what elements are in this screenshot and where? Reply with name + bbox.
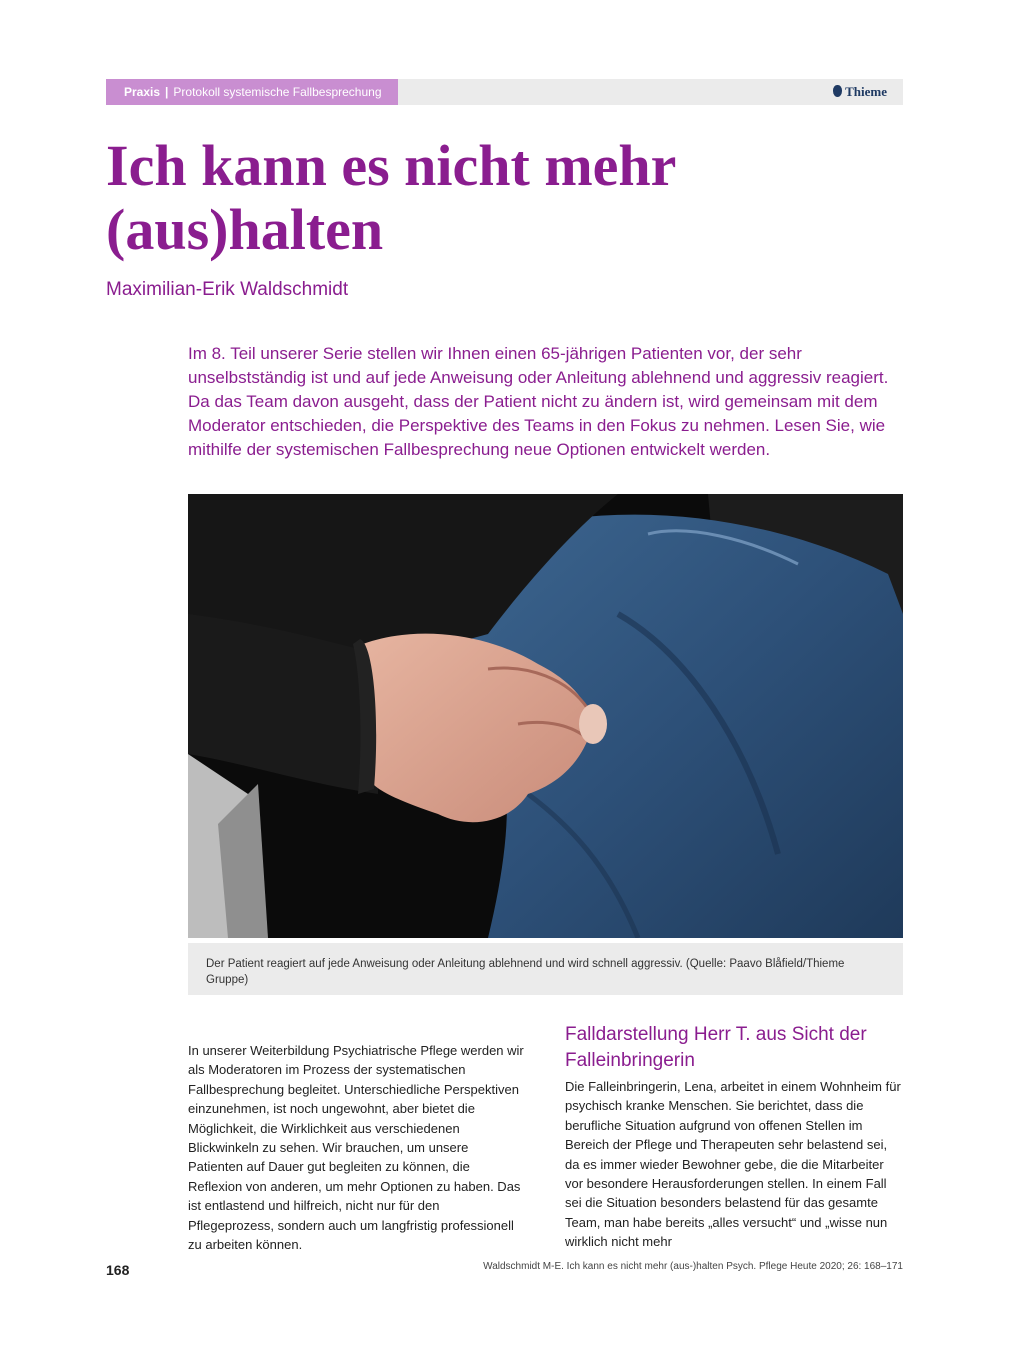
body-text-left-column: In unserer Weiterbildung Psychiatrische Pflege werden wir als Moderatoren im Prozess der systematischen Fallbesprechung begleitet. Unterschiedliche Perspektiven einzunehmen, ist noch ungewohnt, aber bietet die Möglichkeit, die Wirklichkeit aus verschiedenen Blickwinkeln zu sehen. Wir brauchen, um unsere Patienten auf Dauer gut begleiten zu können, die Reflexion von anderen, um mehr Optionen zu haben. Das ist entlastend und hilfreich, nicht nur für den Pflegeprozess, sondern auch um langfristig professionell zu arbeiten können. [188, 1043, 524, 1253]
section-separator: | [165, 85, 169, 99]
photo-clenched-fist-on-knee [188, 494, 903, 938]
article-lead: Im 8. Teil unserer Serie stellen wir Ihnen einen 65-jährigen Patienten vor, der sehr unselbstständig ist und auf jede Anweisung oder Anleitung ablehnend und aggressiv reagiert. Da das Team davon ausgeht, dass der Patient nicht zu ändern ist, wird gemeinsam mit dem Moderator entschieden, die Perspektive des Teams in den Fokus zu nehmen. Lesen Sie, wie mithilfe der systemischen Fallbesprechung neue Optionen entwickelt werden. [188, 344, 889, 459]
section-label [106, 79, 398, 105]
citation-footer: Waldschmidt M-E. Ich kann es nicht mehr (aus-)halten Psych. Pflege Heute 2020; 26: 168–171 [483, 1261, 903, 1272]
body-text-right-column: Die Falleinbringerin, Lena, arbeitet in einem Wohnheim für psychisch kranke Menschen. Sie berichtet, dass die berufliche Situation aufgrund von offenen Stellen im Bereich der Pflege und Therapeuten sehr belastend sei, da es immer wieder Bewohner gebe, die die Mitarbeiter vor besondere Herausforderungen stellen. In einem Fall sei die Situation besonders belastend für das gesamte Team, man habe bereits „alles versucht“ und „wisse nun wirklich nicht mehr [565, 1079, 901, 1250]
page-number: 168 [106, 1262, 130, 1278]
section-heading: Falldarstellung Herr T. aus Sicht der Falleinbringerin [565, 1024, 867, 1071]
article-author: Maximilian-Erik Waldschmidt [106, 279, 349, 300]
photo-caption: Der Patient reagiert auf jede Anweisung oder Anleitung ablehnend und wird schnell aggressiv. (Quelle: Paavo Blåfield/Thieme Gruppe) [188, 943, 903, 995]
article-title: Ich kann es nicht mehr (aus)halten [106, 133, 676, 262]
running-header [106, 79, 903, 105]
section-name: Praxis [124, 85, 161, 99]
thieme-logo-icon [833, 85, 842, 97]
publisher-name: Thieme [845, 84, 887, 99]
section-topic: Protokoll systemische Fallbesprechung [173, 85, 382, 99]
article-photo [188, 494, 903, 938]
publisher-logo [833, 79, 887, 105]
